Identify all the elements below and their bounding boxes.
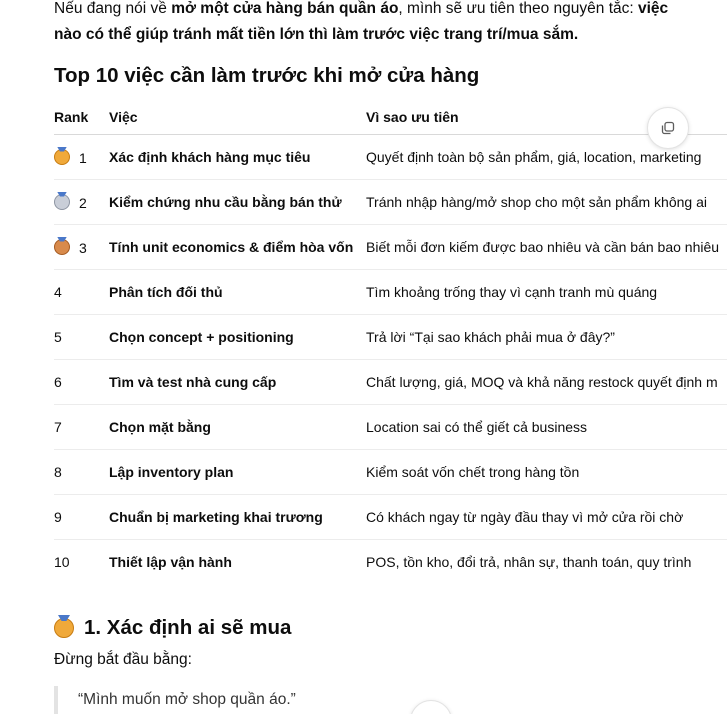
table-row <box>54 540 727 585</box>
section-title: Top 10 việc cần làm trước khi mở cửa hàng <box>54 64 480 87</box>
reason-cell: Biết mỗi đơn kiếm được bao nhiêu và cần bán bao nhiêu <box>366 225 727 270</box>
reason-cell: Kiểm soát vốn chết trong hàng tồn <box>366 450 727 495</box>
rank-number: 9 <box>54 509 62 525</box>
intro-text-1: Nếu đang nói về <box>54 0 172 17</box>
rank-number: 2 <box>79 194 87 211</box>
intro-paragraph <box>54 0 694 48</box>
table-body <box>54 135 727 585</box>
reason-cell: Tìm khoảng trống thay vì cạnh tranh mù quáng <box>366 270 727 315</box>
table-row <box>54 495 727 540</box>
copy-icon <box>660 120 676 136</box>
reason-cell: POS, tồn kho, đổi trả, nhân sự, thanh toán, quy trình <box>366 554 692 570</box>
gold-medal-icon <box>54 149 70 165</box>
priority-table <box>54 99 727 584</box>
subsection-heading-text: 1. Xác định ai sẽ mua <box>84 616 292 639</box>
header-rank: Rank <box>54 99 109 135</box>
reason-cell: Quyết định toàn bộ sản phẩm, giá, location, marketing <box>366 135 727 180</box>
table-row <box>54 360 727 405</box>
rank-number: 5 <box>54 329 62 345</box>
table-row <box>54 405 727 450</box>
scroll-down-button[interactable] <box>410 700 452 714</box>
rank-cell <box>54 270 109 315</box>
rank-cell <box>54 360 109 405</box>
rank-cell <box>54 450 109 495</box>
rank-cell <box>54 315 109 360</box>
rank-cell <box>54 135 109 180</box>
intro-bold-1: mở một cửa hàng bán quần áo <box>171 0 399 17</box>
gold-medal-icon <box>54 618 74 638</box>
subsection-heading <box>54 616 291 640</box>
reason-cell: Có khách ngay từ ngày đầu thay vì mở cửa rồi chờ <box>366 495 727 540</box>
table-row <box>54 270 727 315</box>
table-row <box>54 225 727 270</box>
reason-cell: Tránh nhập hàng/mở shop cho một sản phẩm không ai <box>366 180 727 225</box>
rank-cell <box>54 180 109 225</box>
silver-medal-icon <box>54 194 70 210</box>
rank-cell <box>54 495 109 540</box>
subsection-lead: Đừng bắt đầu bằng: <box>54 651 192 668</box>
intro-text-2: , mình sẽ ưu tiên theo nguyên tắc: <box>398 0 638 17</box>
table-row <box>54 315 727 360</box>
rank-number: 8 <box>54 464 62 480</box>
task-cell: Thiết lập vận hành <box>109 554 232 570</box>
rank-cell <box>54 540 109 585</box>
reason-cell: Chất lượng, giá, MOQ và khả năng restock quyết định m <box>366 360 727 405</box>
rank-number: 4 <box>54 284 62 300</box>
blockquote: “Mình muốn mở shop quần áo.” <box>54 686 296 714</box>
task-cell: Phân tích đối thủ <box>109 270 366 315</box>
rank-number: 10 <box>54 554 70 570</box>
reason-cell: Location sai có thể giết cả business <box>366 405 727 450</box>
task-cell: Chuẩn bị marketing khai trương <box>109 495 366 540</box>
task-cell: Kiểm chứng nhu cầu bằng bán thử <box>109 180 366 225</box>
task-cell: Xác định khách hàng mục tiêu <box>109 135 366 180</box>
chat-message <box>54 0 727 714</box>
task-cell: Lập inventory plan <box>109 450 366 495</box>
intro-bold-2: việc nào có thể giúp tránh mất tiền lớn thì làm trước việc trang trí/mua sắm. <box>54 0 669 43</box>
bronze-medal-icon <box>54 239 70 255</box>
header-reason: Vì sao ưu tiên <box>366 99 727 135</box>
task-cell: Tính unit economics & điểm hòa vốn <box>109 225 366 270</box>
task-cell: Chọn mặt bằng <box>109 405 366 450</box>
rank-cell <box>54 225 109 270</box>
table-row <box>54 450 727 495</box>
table-header-row <box>54 99 727 135</box>
task-cell: Tìm và test nhà cung cấp <box>109 360 366 405</box>
rank-number: 3 <box>79 239 87 256</box>
copy-table-button[interactable] <box>647 107 689 149</box>
header-task: Việc <box>109 99 366 135</box>
reason-cell: Trả lời “Tại sao khách phải mua ở đây?” <box>366 315 727 360</box>
rank-number: 7 <box>54 419 62 435</box>
rank-cell <box>54 405 109 450</box>
table-row <box>54 180 727 225</box>
rank-number: 6 <box>54 374 62 390</box>
rank-number: 1 <box>79 149 87 166</box>
table-row <box>54 135 727 180</box>
task-cell: Chọn concept + positioning <box>109 315 366 360</box>
